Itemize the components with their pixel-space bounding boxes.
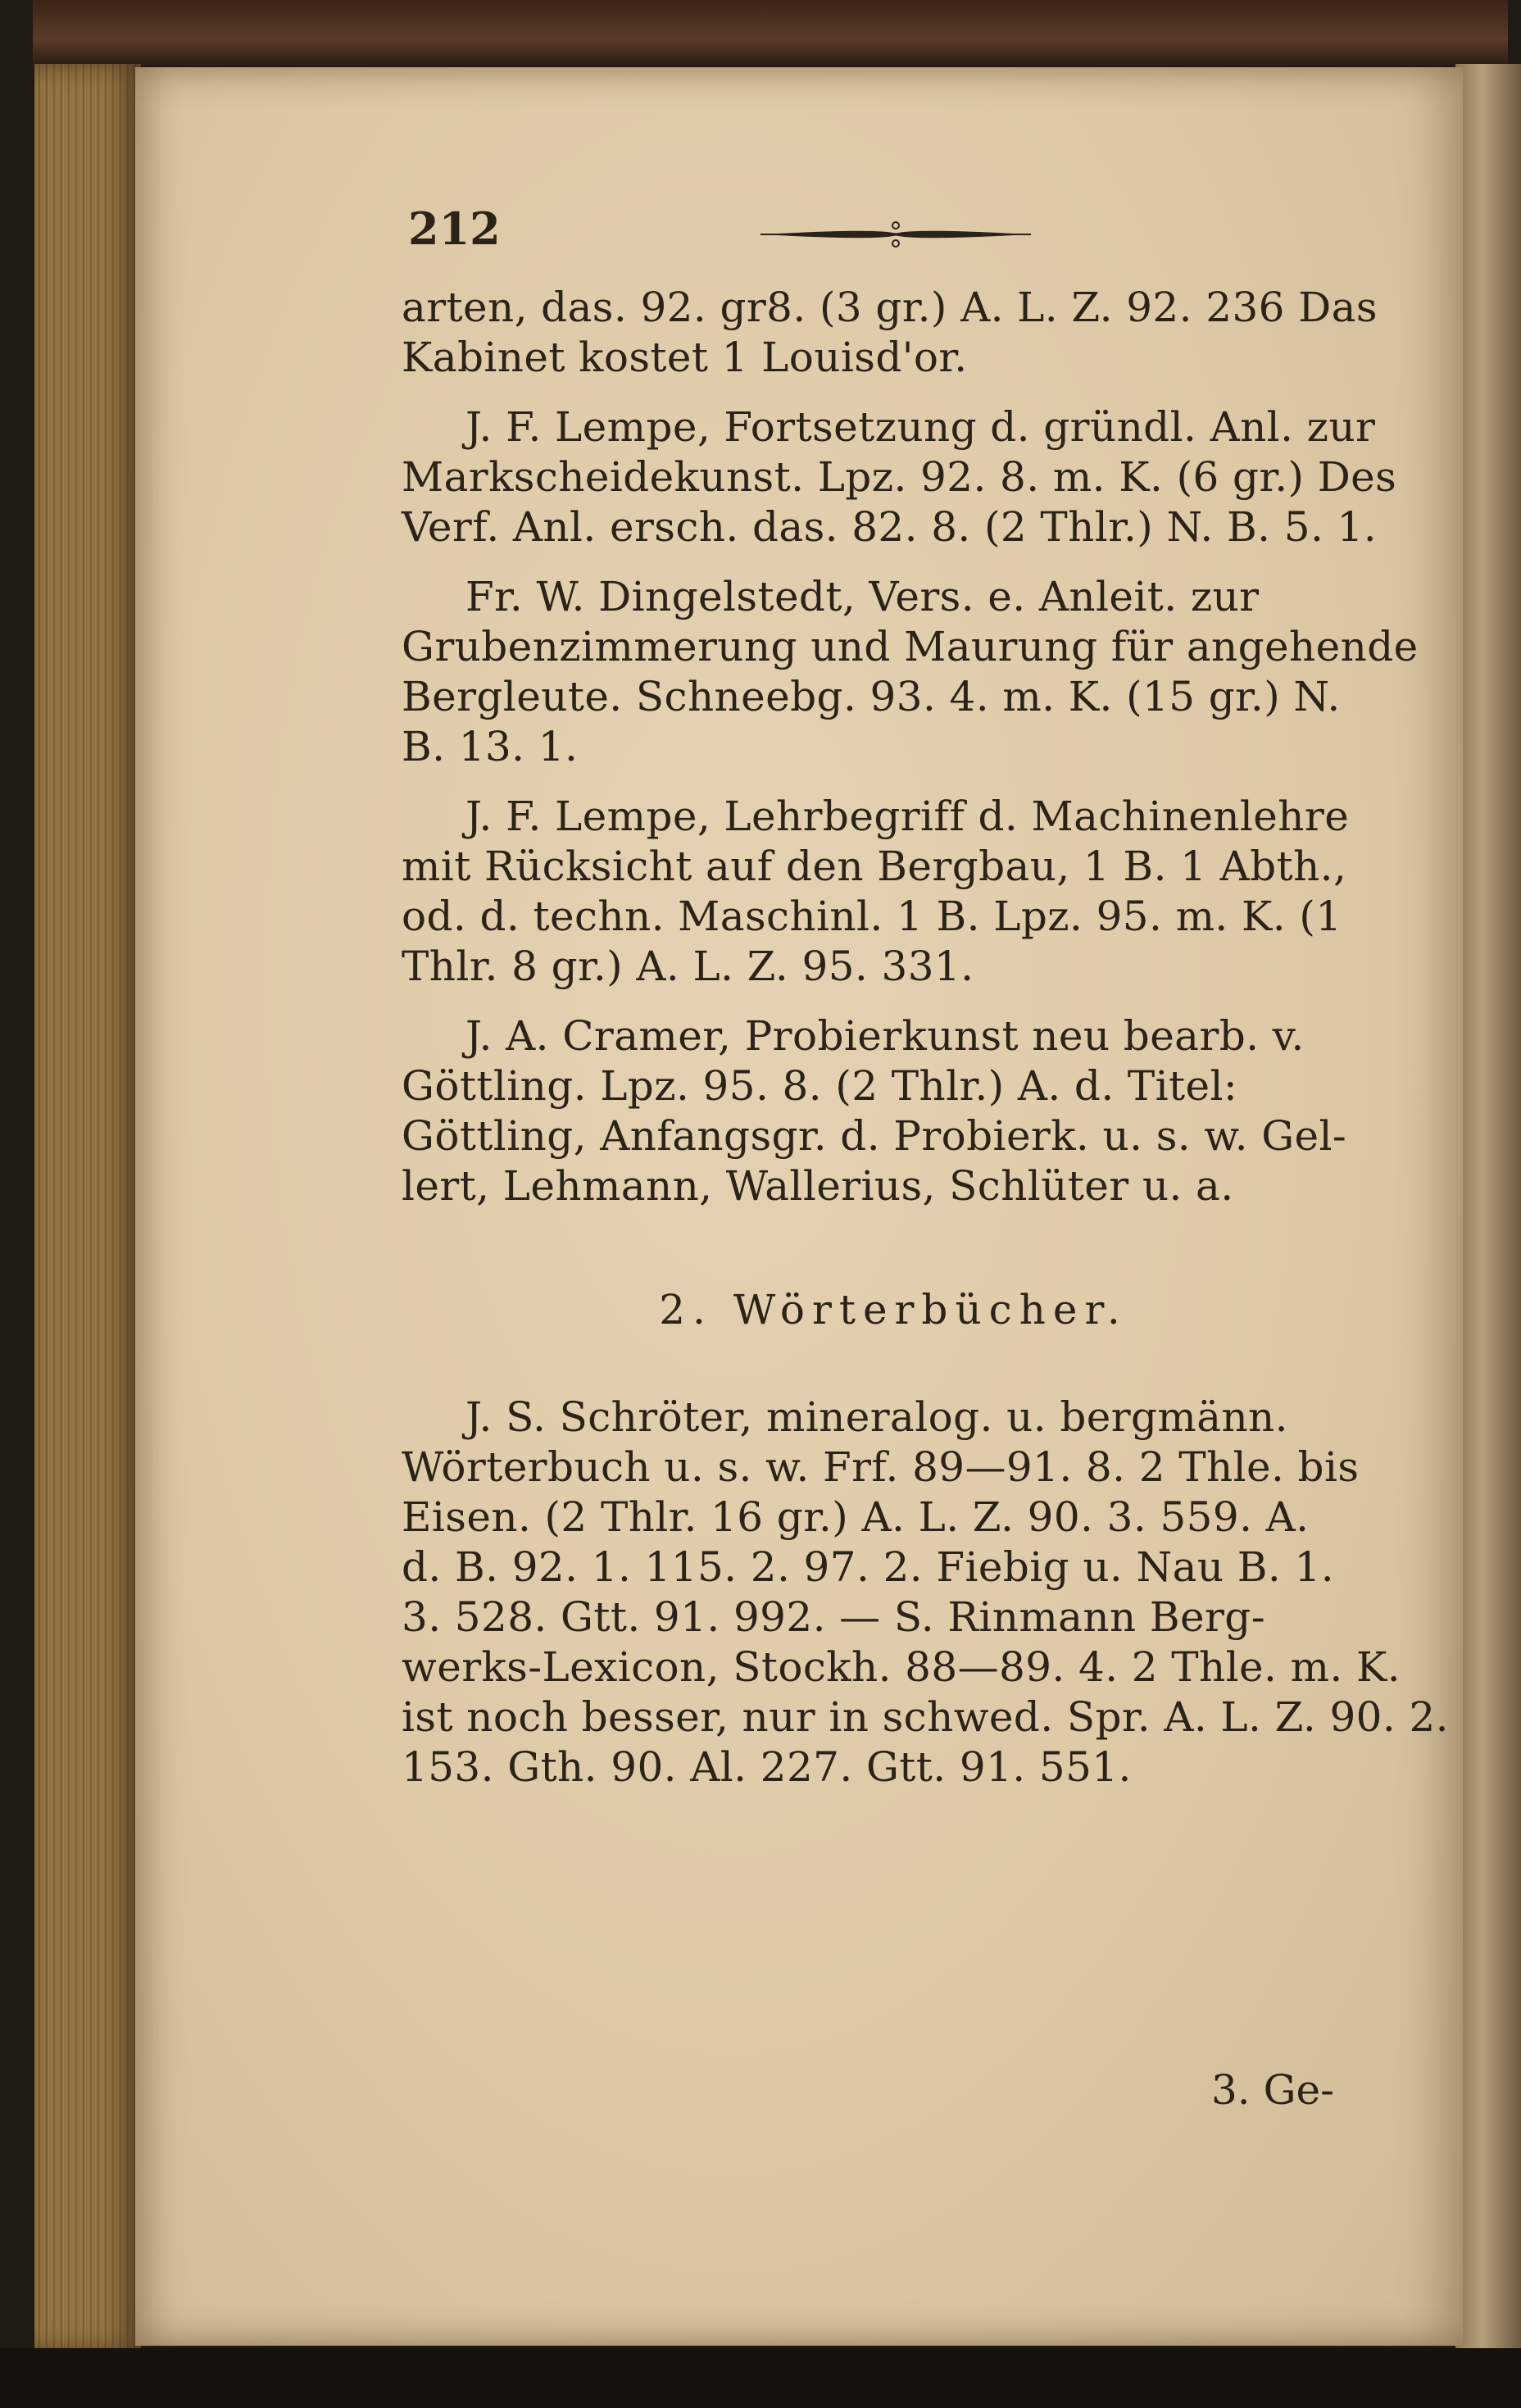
text-line: Göttling, Anfangsgr. d. Probierk. u. s. w. Gel- <box>402 1112 1347 1160</box>
text-line: 153. Gth. 90. Al. 227. Gtt. 91. 551. <box>402 1743 1132 1791</box>
text-line: od. d. techn. Maschinl. 1 B. Lpz. 95. m. K. (1 <box>402 893 1342 940</box>
text-line: Wörterbuch u. s. w. Frf. 89—91. 8. 2 Thle. bis <box>402 1443 1360 1491</box>
ornament-rule-icon <box>760 218 1031 251</box>
section-heading: 2. Wörterbücher. <box>659 1286 1128 1333</box>
text-line: ist noch besser, nur in schwed. Spr. A. L. Z. 90. 2. <box>402 1693 1449 1741</box>
book-cover-edge <box>33 0 1508 66</box>
text-line: Markscheidekunst. Lpz. 92. 8. m. K. (6 gr.) Des <box>402 453 1397 501</box>
page-number: 212 <box>408 202 501 255</box>
text-line: Bergleute. Schneebg. 93. 4. m. K. (15 gr.) N. <box>402 673 1341 720</box>
entry-first-line: J. A. Cramer, Probierkunst neu bearb. v. <box>465 1012 1305 1060</box>
text-line: Göttling. Lpz. 95. 8. (2 Thlr.) A. d. Titel: <box>402 1062 1238 1110</box>
text-line: Grubenzimmerung und Maurung für angehende <box>402 623 1419 670</box>
text-line: mit Rücksicht auf den Bergbau, 1 B. 1 Abth., <box>402 843 1347 890</box>
text-line: Eisen. (2 Thlr. 16 gr.) A. L. Z. 90. 3. 559. A. <box>402 1493 1310 1541</box>
text-line: Verf. Anl. ersch. das. 82. 8. (2 Thlr.) N. B. 5. 1. <box>402 503 1378 551</box>
page-fore-edge <box>34 64 141 2351</box>
entry-first-line: J. S. Schröter, mineralog. u. bergmänn. <box>465 1393 1288 1441</box>
text-line: B. 13. 1. <box>402 723 579 770</box>
entry-first-line: J. F. Lempe, Lehrbegriff d. Machinenlehre <box>465 793 1350 840</box>
page-header <box>408 202 1375 262</box>
text-line: 3. 528. Gtt. 91. 992. — S. Rinmann Berg- <box>402 1593 1266 1641</box>
entry-first-line: J. F. Lempe, Fortsetzung d. gründl. Anl. zur <box>465 403 1376 451</box>
book-binding-gutter <box>1455 64 1521 2351</box>
text-block <box>402 283 1449 1792</box>
text-line: Thlr. 8 gr.) A. L. Z. 95. 331. <box>402 943 974 990</box>
text-line: lert, Lehmann, Wallerius, Schlüter u. a. <box>402 1162 1234 1210</box>
catchword: 3. Ge- <box>1211 2066 1335 2114</box>
text-line: werks-Lexicon, Stockh. 88—89. 4. 2 Thle. m. K. <box>402 1643 1401 1691</box>
text-line: Kabinet kostet 1 Louisd'or. <box>402 334 968 381</box>
text-line: arten, das. 92. gr8. (3 gr.) A. L. Z. 92. 236 Das <box>402 284 1378 331</box>
text-line: d. B. 92. 1. 115. 2. 97. 2. Fiebig u. Nau B. 1. <box>402 1543 1335 1591</box>
scan-bottom-edge <box>0 2348 1521 2408</box>
entry-first-line: Fr. W. Dingelstedt, Vers. e. Anleit. zur <box>465 573 1260 620</box>
